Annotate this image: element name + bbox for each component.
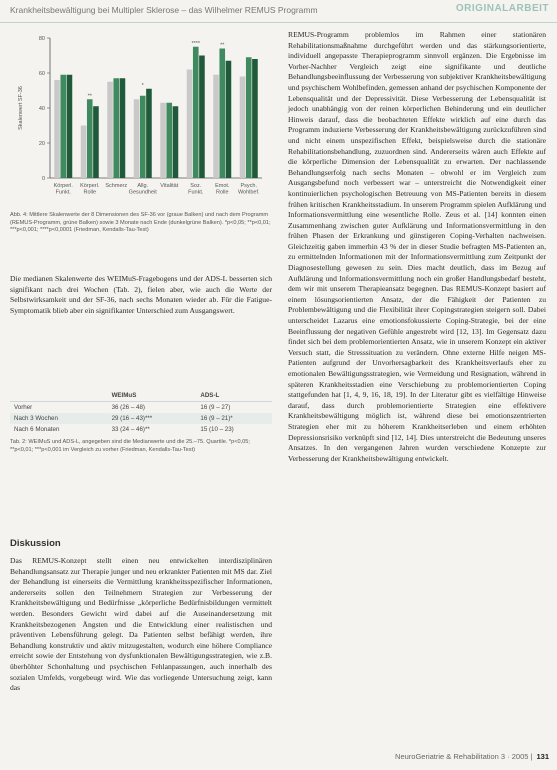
bar [213, 75, 219, 178]
table-cell: Vorher [14, 404, 33, 411]
table-cell: 29 (16 – 43)*** [108, 413, 197, 424]
bar [246, 57, 252, 178]
bar [54, 80, 60, 178]
right-column [288, 30, 546, 464]
table-row [10, 413, 272, 424]
bar [226, 61, 232, 178]
bar [134, 99, 140, 178]
bar [219, 49, 225, 179]
bar [160, 103, 166, 178]
significance-label: ** [220, 42, 225, 49]
journal-citation: NeuroGeriatrie & Rehabilitation 3 · 2005 | [395, 752, 533, 761]
page-header [0, 0, 557, 23]
y-axis-label: Skalenwert SF-36 [18, 86, 24, 130]
x-tick-label: Wohlbef. [237, 189, 260, 196]
bar [81, 126, 87, 179]
table-header-cell: WEIMuS [108, 390, 197, 402]
table-cell: 33 (24 – 46)** [111, 426, 150, 433]
x-tick-label: Gesundheit [128, 189, 157, 196]
x-tick-label: Funkt. [55, 189, 71, 196]
page-footer [395, 752, 549, 761]
y-tick-label: 80 [38, 36, 45, 42]
significance-label: ** [87, 93, 92, 100]
bar [107, 82, 113, 178]
diskussion-paragraph: Das REMUS-Konzept stellt einen neu entwickelten interdisziplinären Behandlungsansatz zur Therapie junger und neu erkrankter Patienten mit MS dar. Ziel der Behandlung ist einerseits die Vermittlung krankheitsspezifischer Informationen, andererseits sollen den Teilnehmern Strategien zur Verbesserung der Krankheitsbewältigung und Bedürfnisse „körperliche Bedürfnisbildungen vermittelt werden. Besonders Gewicht wird dabei auf die Auseinandersetzung mit Krankheitsbezogenen Ängsten und die Entwicklung einer realistischen und präventiven Lebensführung gelegt. Da Patienten selbst befähigt werden, ihre Behandlung konstruktiv und aktiv mitzugestalten, wodurch eine höhere Compliance erreicht sowie der Entstehung von dysfunktionalen Bewältigungsstrategien, wie z.B. überhöhter Schonhaltung und psychischen Fehlanpassungen, auch innerhalb des sozialen Umfelds, vorgebeugt wird. Wie das vorliegende Untersuchung zeigt, kann das [10, 556, 272, 693]
bar [67, 75, 73, 178]
x-tick-label: Psych. [240, 183, 258, 189]
x-tick-label: Rolle [215, 189, 229, 196]
table-cell: Nach 3 Wochen [10, 413, 108, 424]
sf36-bar-chart [10, 30, 272, 210]
bar [113, 78, 119, 178]
table-cell: 16 (9 – 21)* [196, 413, 272, 424]
running-title: Krankheitsbewältigung bei Multipler Sklerose – das Wilhelmer REMUS Programm [10, 5, 318, 15]
x-tick-label: Körperl. [53, 183, 73, 189]
table-cell: 36 (26 – 48) [111, 404, 145, 411]
bar [252, 59, 258, 178]
bar [193, 47, 199, 178]
x-tick-label: Soz. [190, 183, 202, 189]
x-tick-label: Vitalität [160, 183, 179, 189]
bar [93, 106, 99, 178]
table-cell: 15 (10 – 23) [200, 426, 234, 433]
y-tick-label: 40 [38, 106, 45, 112]
x-tick-label: Schmerz [105, 183, 128, 189]
bar [166, 103, 172, 178]
table-cell: 16 (9 – 27) [200, 404, 231, 411]
table-row [10, 402, 272, 414]
y-tick-label: 60 [38, 71, 45, 77]
figure-sf36 [10, 30, 272, 233]
bar [187, 70, 193, 179]
section-heading-diskussion: Diskussion [10, 538, 61, 549]
bar [240, 77, 246, 179]
table-header-cell: ADS-L [196, 390, 272, 402]
bar [140, 96, 146, 178]
page-number: 131 [536, 752, 549, 761]
table-header-cell [10, 390, 108, 402]
bar [87, 99, 93, 178]
table-caption: Tab. 2: WEIMuS und ADS-L, angegeben sind die Medianwerte und die 25.–75. Quartile. *p<0,05; **p<0,01; ***p<0,001 im Vergleich zu vorher (Friedman, Kendalls-Tau-Test) [10, 439, 250, 453]
table-header-row [10, 390, 272, 402]
table-row [10, 424, 272, 435]
x-tick-label: Rolle [83, 189, 97, 196]
bar [146, 89, 152, 178]
left-column [10, 30, 272, 693]
x-tick-label: Emot. [215, 183, 230, 189]
bar [173, 106, 179, 178]
table-cell: Nach 6 Monaten [14, 426, 60, 433]
results-paragraph: Die medianen Skalenwerte des WEIMuS-Fragebogens und der ADS-L besserten sich signifikant nach drei Wochen (Tab. 2), fielen aber, wie auch die Werte der Selbstwirksamkeit und der SF-36, nach sechs Monaten wieder ab. Für die Fatigue-Symptomatik blieb aber ein signifikanter Unterschied zum Ausgangswert. [10, 274, 272, 315]
x-tick-label: Allg. [137, 183, 149, 189]
bar [60, 75, 66, 178]
x-tick-label: Funkt. [188, 189, 204, 196]
results-table [10, 390, 272, 435]
bar [199, 56, 205, 179]
discussion-continued: REMUS-Programm problemlos im Rahmen einer stationären Rehabilitationsmaßnahme durchgeführt werden und das stärkungsorientierte, individuell angepasste Therapieprogramm sinnvoll ergänzen. Die Ergebnisse im Vorher-Nachher Vergleich zeigt eine signifikante und deutliche Behandlungsbeeinflussung der Verbesserung von subjektiver Krankheitsbewältigung und psychischem Wohlbefinden, gemessen anhand der psychischen Komponente der Lebensqualität und der Depressivität. Diese Verbesserung der Lebensqualität ist jedoch unabhängig von der reinen körperlichen Behinderung und ein deutlicher Hinweis darauf, dass die beobachteten Effekte wirklich auf eine durch das Programm induzierte Verbesserung der Krankheitsbewältigung zurückzuführen sind und nicht einem unspezifischen Effekt, beispielsweise durch die stationäre Rehabilitationsbehandlung, zuzuordnen sind. Andererseits wären auch Effekte auf die körperliche Dimension der Lebensqualität zu erwarten. Der nachlassende Behandlungserfolg nach sechs Monaten – obwohl er im Vergleich zum Ausgangsbefund noch verbessert war – unterstreicht die Notwendigkeit einer kontinuierlichen psychologischen Betreuung von MS-Patienten bereits in diesem frühen kritischen Krankheitsstadium. In unserem Programm spielen Aufklärung und Informationsvermittlung eine wesentliche Rolle. Zeus et al. [14] konnten einen Zusammenhang zwischen guter Aufklärung und Informationsvermittlung in den frühen Phasen der Erkrankung und günstigeren Coping-Verhalten nachweisen. Gleichzeitig gaben immerhin 43 % der in dieser Studie befragten MS-Patienten an, zu ermittelnden Informationen mit der Informationsvermittlung zum Zeitpunkt der Diagnosestellung gewesen zu sein. Dies macht deutlich, dass im Bezug auf Aufklärung und Informationsvermittlung noch ein großer Handlungsbedarf besteht, dem wir mit unserem Therapieansatz begegnen. Das REMUS-Konzept basiert auf einem lösungsorientierten Ansatz, der die Fähigkeit der Patienten zu Problembewältigung und die Flexibilität ihrer Copingstrategien steigern soll. Dabei unterscheidet Lazarus eine emotionsfokussierte Coping-Strategie, bei der eine Beeinflussung der negativen Gefühle angestrebt wird [12, 13]. Im Gegensatz dazu findet sich bei dem problemorientierten Ansatz, wie in unserem Konzept ein aktiver Versuch statt, die Stresssituation zu verändern. Ohne externe Hilfe neigen MS-Patienten aufgrund der Unvorhersagbarkeit des Krankheitsverlaufs eher zu emotionalen Bewältigungsstrategien, wie Vermeidung und Resignation, während in späteren Krankheitsstadien eine Verschiebung zu problemorientierten Coping stattgefunden hat [1, 4, 9, 16, 18, 19]. In der Literatur gibt es vielfältige Hinweise darauf, dass durch problemorientierte Strategien eine effektivere Krankheitsbewältigung möglich ist, während diese bei emotionszentrierten Strategien eher mit zu höherem Krankheitserleben und einem erhöhten Depressionsrisiko verknüpft sind [12, 14]. Dies unterstreicht die Bedeutung unseres Ansatzes. In den vergangenen Jahren wurden verschiedene Konzepte zur Verbesserung der Krankheitsbewältigung entwickelt. [288, 30, 546, 463]
table-2 [10, 390, 272, 454]
y-tick-label: 0 [41, 176, 45, 182]
significance-label: **** [191, 40, 201, 47]
bar [120, 78, 126, 178]
y-tick-label: 20 [38, 141, 45, 147]
section-label: ORIGINALARBEIT [455, 3, 549, 14]
x-tick-label: Körperl. [80, 183, 100, 189]
figure-caption: Abb. 4: Mittlere Skalenwerte der 8 Dimensionen des SF-36 vor (graue Balken) und nach dem Programm (REMUS-Programm, grüne Balken) sowie 3 Monate nach Ende (dunkelgrüne Balken). *p<0,05; **p<0,01; ***p<0,001; ****p<0,0001 (Friedman, Kendalls-Tau-Test) [10, 212, 271, 233]
significance-label: * [141, 82, 144, 89]
